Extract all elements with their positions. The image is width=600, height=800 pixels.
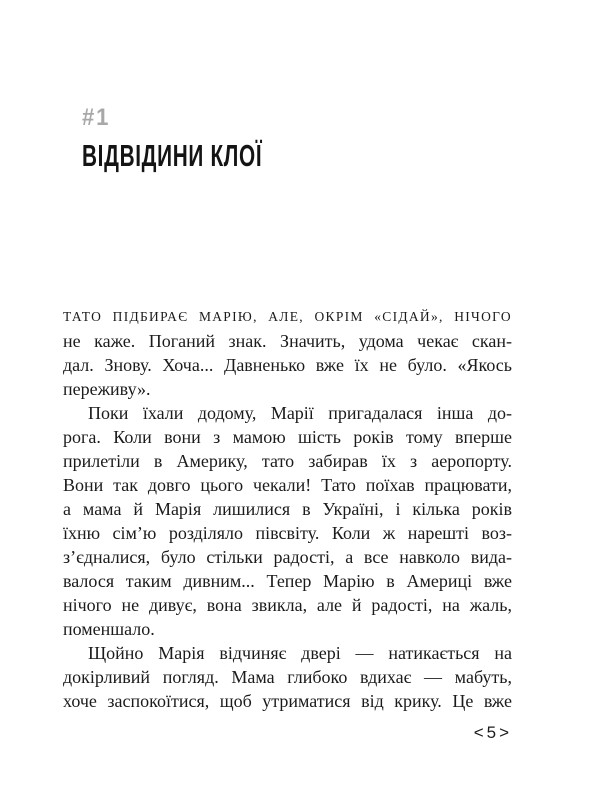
- paragraph-line: поменшало.: [63, 619, 155, 639]
- paragraph-line: рога. Коли вони з мамою шість років тому вперше: [63, 427, 512, 447]
- paragraph-line: прилетіли в Америку, тато забирав їх з аеропорту.: [63, 451, 512, 471]
- paragraph-line: переживу».: [63, 379, 151, 399]
- paragraph-line: хоче заспокоїтися, щоб утриматися від крику. Це вже: [63, 691, 512, 711]
- paragraph-line: з’єдналися, було стільки радості, а все навколо вида-: [63, 547, 512, 567]
- chapter-number: #1: [82, 104, 111, 131]
- paragraph-line: їхню сім’ю розділяло півсвіту. Коли ж нарешті воз-: [63, 523, 512, 543]
- chapter-title: ВІДВІДИНИ КЛОЇ: [82, 138, 263, 173]
- paragraph-line: а мама й Марія лишилися в Україні, і кілька років: [63, 499, 512, 519]
- paragraph-line: ТАТО ПІДБИРАЄ МАРІЮ, АЛЕ, ОКРІМ «СІДАЙ», НІЧОГО: [63, 309, 512, 324]
- paragraph-line: не каже. Поганий знак. Значить, удома чекає скан-: [63, 331, 512, 351]
- body-text: [63, 305, 512, 713]
- paragraph-line: Вони так довго цього чекали! Тато поїхав працювати,: [63, 475, 512, 495]
- paragraph-line: докірливий погляд. Мама глибоко вдихає — мабуть,: [63, 667, 512, 687]
- paragraph-line: валося таким дивним... Тепер Марію в Америці вже: [63, 571, 512, 591]
- page-footer: [63, 723, 512, 743]
- paragraph-line: Поки їхали додому, Марії пригадалася інша до-: [88, 403, 512, 423]
- paragraph-line: нічого не дивує, вона звикла, але й радості, на жаль,: [63, 595, 512, 615]
- paragraph-line: Щойно Марія відчиняє двері — натикається на: [88, 643, 512, 663]
- page-number: <5>: [473, 723, 512, 742]
- paragraph-line: дал. Знову. Хоча... Давненько вже їх не було. «Якось: [63, 355, 512, 375]
